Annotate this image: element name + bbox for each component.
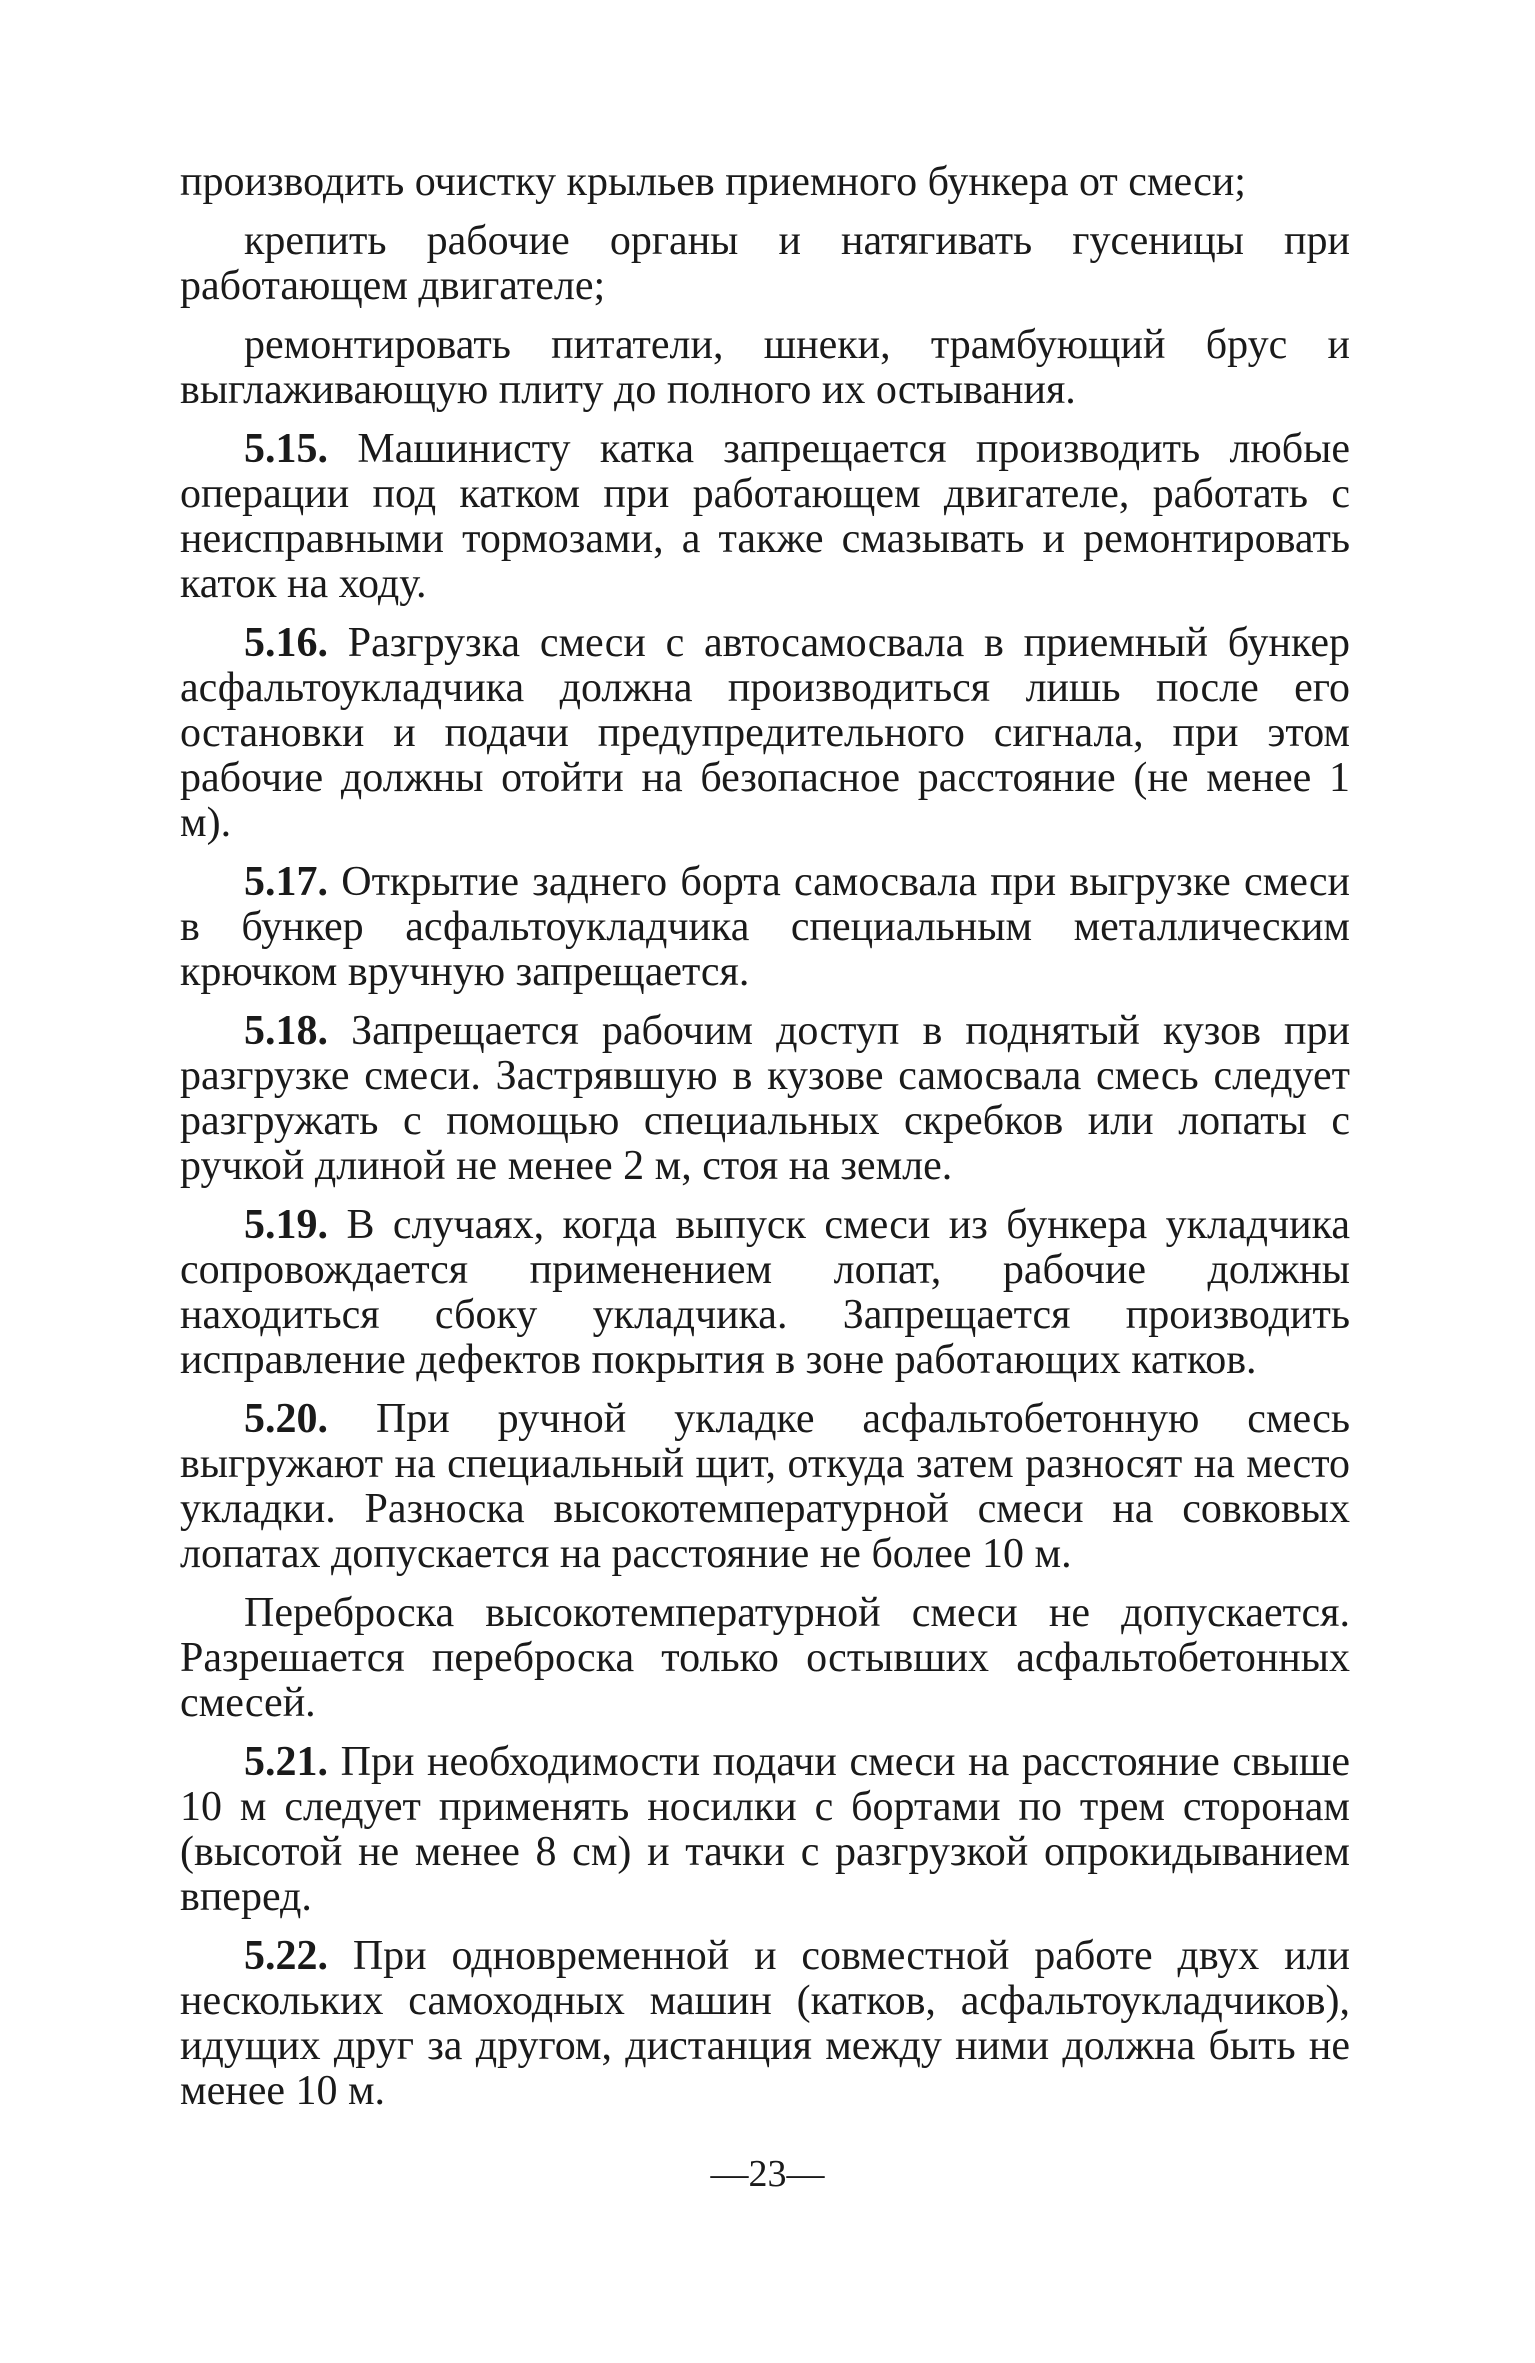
clause-number: 5.22. xyxy=(244,1933,328,1979)
clause-number: 5.20. xyxy=(244,1396,328,1442)
clause-5-19 xyxy=(180,1203,1350,1383)
clause-5-17 xyxy=(180,860,1350,995)
paragraph-list-item xyxy=(180,219,1350,309)
clause-number: 5.15. xyxy=(244,426,328,472)
paragraph-continuation xyxy=(180,160,1350,205)
clause-5-15 xyxy=(180,427,1350,607)
paragraph-text: производить очистку крыльев приемного бункера от смеси; xyxy=(180,159,1246,205)
clause-number: 5.16. xyxy=(244,620,328,666)
paragraph-text: Разгрузка смеси с автосамосвала в приемный бункер асфальтоукладчика должна производиться лишь после его остановки и подачи предупредительного сигнала, при этом рабочие должны отойти на безопасное расстояние (не менее 1 м). xyxy=(180,620,1350,846)
paragraph-text: Машинисту катка запрещается производить любые операции под катком при работающем двигателе, работать с неисправными тормозами, а также смазывать и ремонтировать каток на ходу. xyxy=(180,426,1351,607)
clause-number: 5.21. xyxy=(244,1739,328,1785)
paragraph-text: В случаях, когда выпуск смеси из бункера укладчика сопровождается применением лопат, рабочие должны находиться сбоку укладчика. Запрещается производить исправление дефектов покрытия в зоне работающих катков. xyxy=(180,1202,1351,1383)
paragraph-text: При необходимости подачи смеси на расстояние свыше 10 м следует применять носилки с бортами по трем сторонам (высотой не менее 8 см) и тачки с разгрузкой опрокидыванием вперед. xyxy=(180,1739,1351,1920)
document-page xyxy=(180,160,1350,2128)
clause-5-16 xyxy=(180,621,1350,846)
paragraph-text: ремонтировать питатели, шнеки, трамбующий брус и выглаживающую плиту до полного их остывания. xyxy=(180,322,1350,413)
clause-number: 5.18. xyxy=(244,1008,328,1054)
paragraph-text: Запрещается рабочим доступ в поднятый кузов при разгрузке смеси. Застрявшую в кузове самосвала смесь следует разгружать с помощью специальных скребков или лопаты с ручкой длиной не менее 2 м, стоя на земле. xyxy=(180,1008,1351,1189)
clause-number: 5.17. xyxy=(244,859,328,905)
paragraph-text: Открытие заднего борта самосвала при выгрузке смеси в бункер асфальтоукладчика специальным металлическим крючком вручную запрещается. xyxy=(180,859,1350,995)
clause-5-20 xyxy=(180,1397,1350,1577)
paragraph-text: крепить рабочие органы и натягивать гусеницы при работающем двигателе; xyxy=(180,218,1350,309)
clause-5-22 xyxy=(180,1934,1350,2114)
paragraph-list-item xyxy=(180,323,1350,413)
paragraph-text: При одновременной и совместной работе двух или нескольких самоходных машин (катков, асфальтоукладчиков), идущих друг за другом, дистанция между ними должна быть не менее 10 м. xyxy=(180,1933,1350,2114)
clause-number: 5.19. xyxy=(244,1202,328,1248)
clause-5-18 xyxy=(180,1009,1350,1189)
paragraph-text: При ручной укладке асфальтобетонную смесь выгружают на специальный щит, откуда затем разносят на место укладки. Разноска высокотемпературной смеси на совковых лопатах допускается на расстояние не более 10 м. xyxy=(180,1396,1350,1577)
paragraph-note xyxy=(180,1591,1350,1726)
paragraph-text: Переброска высокотемпературной смеси не допускается. Разрешается переброска только остывших асфальтобетонных смесей. xyxy=(180,1590,1350,1726)
clause-5-21 xyxy=(180,1740,1350,1920)
page-number: —23— xyxy=(710,2153,825,2195)
